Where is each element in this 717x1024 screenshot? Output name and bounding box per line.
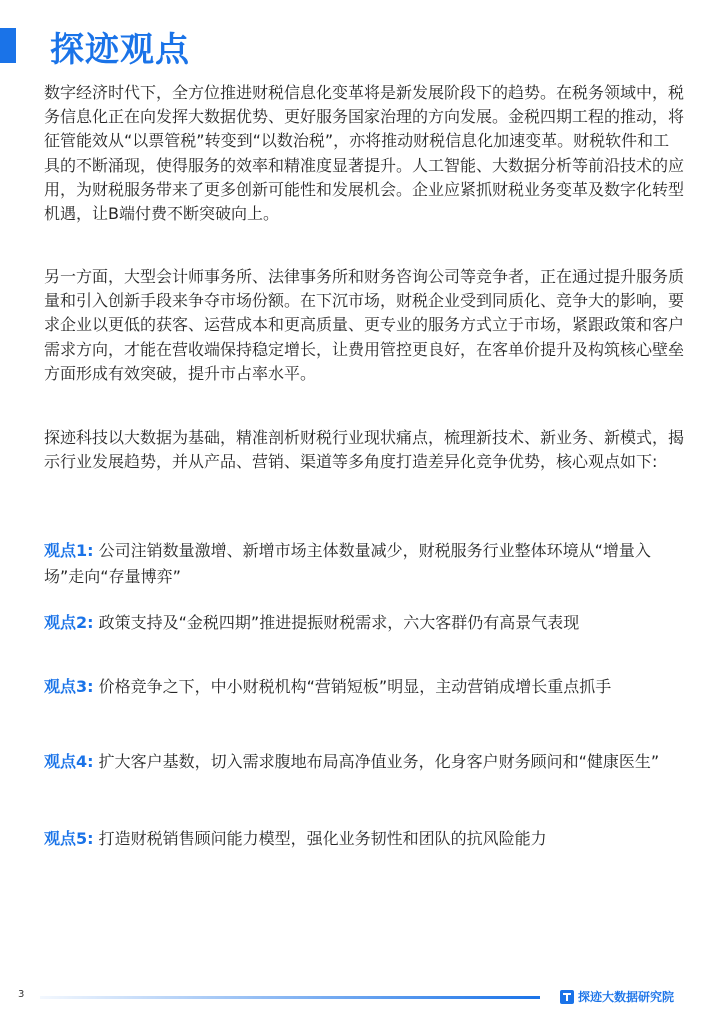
viewpoint-label: 观点5: <box>44 829 94 848</box>
viewpoint-text: 政策支持及“金税四期”推进提振财税需求，六大客群仍有高景气表现 <box>98 613 580 632</box>
viewpoint-label: 观点1: <box>44 541 94 560</box>
viewpoint-text: 打造财税销售顾问能力模型，强化业务韧性和团队的抗风险能力 <box>98 829 547 848</box>
viewpoint-3 <box>44 674 664 700</box>
viewpoint-4 <box>44 749 664 775</box>
viewpoint-5 <box>44 826 664 852</box>
viewpoint-text: 公司注销数量激增、新增市场主体数量减少，财税服务行业整体环境从“增量入场”走向“存量博弈” <box>44 541 651 586</box>
intro-paragraph-3: 探迹科技以大数据为基础，精准剖析财税行业现状痛点，梳理新技术、新业务、新模式，揭示行业发展趋势，并从产品、营销、渠道等多角度打造差异化竞争优势，核心观点如下: <box>44 428 685 472</box>
viewpoint-2 <box>44 610 664 636</box>
page-title: 探迹观点 <box>50 30 190 70</box>
viewpoint-label: 观点3: <box>44 677 94 696</box>
viewpoint-1 <box>44 538 664 590</box>
title-accent-bar <box>0 28 16 63</box>
brand-name: 探迹大数据研究院 <box>578 990 675 1004</box>
intro-paragraph-2: 另一方面，大型会计师事务所、法律事务所和财务咨询公司等竞争者，正在通过提升服务质量和引入创新手段来争夺市场份额。在下沉市场，财税企业受到同质化、竞争大的影响，要求企业以更低的获客、运营成本和更高质量、更专业的服务方式立于市场，紧跟政策和客户需求方向，才能在营收端保持稳定增长，让费用管控更良好，在客单价提升及构筑核心壁垒方面形成有效突破，提升市占率水平。 <box>44 267 685 383</box>
page-number: 3 <box>18 989 25 1000</box>
viewpoint-label: 观点4: <box>44 752 94 771</box>
viewpoint-label: 观点2: <box>44 613 94 632</box>
footer-brand <box>560 988 674 1005</box>
intro-paragraph-1: 数字经济时代下，全方位推进财税信息化变革将是新发展阶段下的趋势。在税务领域中，税务信息化正在向发挥大数据优势、更好服务国家治理的方向发展。金税四期工程的推动，将征管能效从“以票管税”转变到“以数治税”，亦将推动财税信息化加速变革。财税软件和工具的不断涌现，使得服务的效率和精准度显著提升。人工智能、大数据分析等前沿技术的应用，为财税服务带来了更多创新可能性和发展机会。企业应紧抓财税业务变革及数字化转型机遇，让B端付费不断突破向上。 <box>44 83 685 224</box>
footer-divider <box>40 996 540 999</box>
viewpoint-text: 价格竞争之下，中小财税机构“营销短板”明显，主动营销成增长重点抓手 <box>98 677 612 696</box>
viewpoint-text: 扩大客户基数，切入需求腹地布局高净值业务，化身客户财务顾问和“健康医生” <box>98 752 660 771</box>
brand-logo-icon <box>560 990 574 1004</box>
